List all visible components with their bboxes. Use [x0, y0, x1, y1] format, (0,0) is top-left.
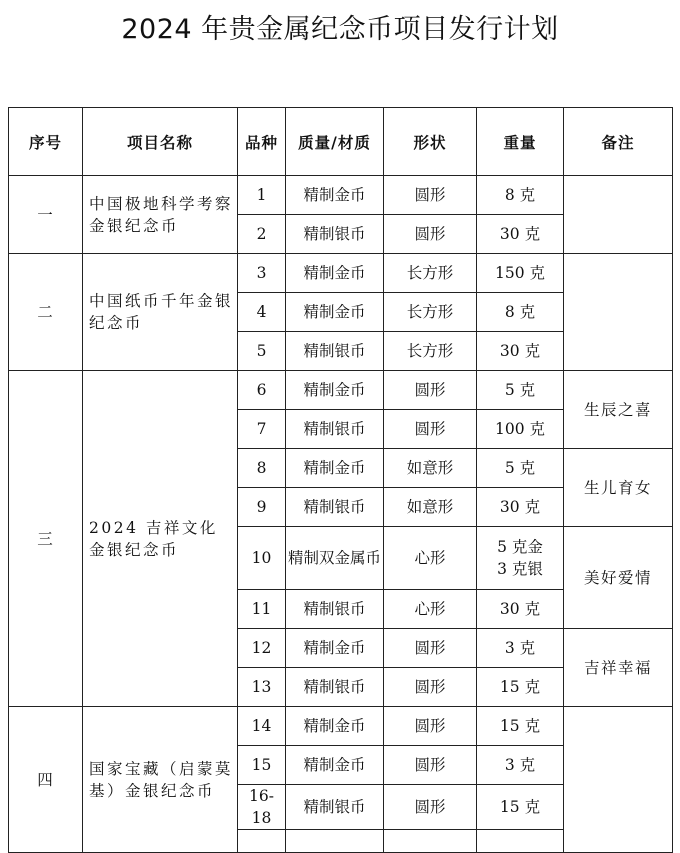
variety-cell-cut	[238, 830, 286, 853]
weight-cell: 5 克	[477, 371, 564, 410]
material-cell: 精制双金属币	[286, 527, 384, 590]
variety-cell: 11	[238, 590, 286, 629]
shape-cell: 心形	[384, 590, 477, 629]
table-row	[9, 254, 673, 293]
variety-cell: 2	[238, 215, 286, 254]
variety-cell: 3	[238, 254, 286, 293]
weight-cell: 3 克	[477, 746, 564, 785]
variety-cell: 16-18	[238, 785, 286, 830]
weight-cell	[477, 527, 564, 590]
weight-cell: 15 克	[477, 668, 564, 707]
variety-cell: 12	[238, 629, 286, 668]
note-cell: 吉祥幸福	[564, 629, 673, 707]
shape-cell-cut	[384, 830, 477, 853]
page-title: 2024 年贵金属纪念币项目发行计划	[121, 14, 559, 45]
group-seq: 四	[9, 707, 83, 853]
weight-cell: 100 克	[477, 410, 564, 449]
note-cell	[564, 176, 673, 254]
variety-cell: 1	[238, 176, 286, 215]
material-cell: 精制金币	[286, 176, 384, 215]
variety-cell: 6	[238, 371, 286, 410]
shape-cell: 心形	[384, 527, 477, 590]
header-variety: 品种	[238, 108, 286, 176]
variety-cell: 13	[238, 668, 286, 707]
variety-cell: 8	[238, 449, 286, 488]
shape-cell: 圆形	[384, 410, 477, 449]
project-name: 中国极地科学考察金银纪念币	[83, 176, 238, 254]
header-note: 备注	[564, 108, 673, 176]
shape-cell: 圆形	[384, 629, 477, 668]
weight-cell-cut	[477, 830, 564, 853]
weight-silver-line: 3 克银	[497, 560, 543, 578]
header-weight: 重量	[477, 108, 564, 176]
shape-cell: 圆形	[384, 371, 477, 410]
group-seq: 三	[9, 371, 83, 707]
shape-cell: 圆形	[384, 785, 477, 830]
material-cell-cut	[286, 830, 384, 853]
weight-cell: 8 克	[477, 293, 564, 332]
header-shape: 形状	[384, 108, 477, 176]
table-row	[9, 176, 673, 215]
weight-cell: 30 克	[477, 215, 564, 254]
weight-cell: 30 克	[477, 590, 564, 629]
weight-cell: 3 克	[477, 629, 564, 668]
shape-cell: 长方形	[384, 293, 477, 332]
variety-cell: 4	[238, 293, 286, 332]
weight-cell: 15 克	[477, 785, 564, 830]
variety-cell: 15	[238, 746, 286, 785]
group-seq: 二	[9, 254, 83, 371]
note-cell: 美好爱情	[564, 527, 673, 629]
weight-cell: 150 克	[477, 254, 564, 293]
shape-cell: 圆形	[384, 215, 477, 254]
shape-cell: 圆形	[384, 176, 477, 215]
material-cell: 精制银币	[286, 668, 384, 707]
material-cell: 精制金币	[286, 629, 384, 668]
shape-cell: 如意形	[384, 488, 477, 527]
material-cell: 精制银币	[286, 785, 384, 830]
material-cell: 精制金币	[286, 746, 384, 785]
issuance-plan-table	[8, 107, 673, 853]
header-row	[9, 108, 673, 176]
note-cell: 生儿育女	[564, 449, 673, 527]
material-cell: 精制银币	[286, 590, 384, 629]
group-seq: 一	[9, 176, 83, 254]
project-name: 2024 吉祥文化金银纪念币	[83, 371, 238, 707]
shape-cell: 圆形	[384, 707, 477, 746]
material-cell: 精制金币	[286, 371, 384, 410]
material-cell: 精制银币	[286, 332, 384, 371]
shape-cell: 长方形	[384, 332, 477, 371]
shape-cell: 长方形	[384, 254, 477, 293]
variety-cell: 9	[238, 488, 286, 527]
table-row	[9, 707, 673, 746]
note-cell	[564, 254, 673, 371]
weight-cell: 15 克	[477, 707, 564, 746]
variety-cell: 14	[238, 707, 286, 746]
variety-cell: 5	[238, 332, 286, 371]
note-cell	[564, 707, 673, 853]
shape-cell: 如意形	[384, 449, 477, 488]
variety-cell: 10	[238, 527, 286, 590]
shape-cell: 圆形	[384, 668, 477, 707]
project-name: 中国纸币千年金银纪念币	[83, 254, 238, 371]
weight-cell: 5 克	[477, 449, 564, 488]
material-cell: 精制银币	[286, 215, 384, 254]
material-cell: 精制金币	[286, 707, 384, 746]
weight-cell: 8 克	[477, 176, 564, 215]
shape-cell: 圆形	[384, 746, 477, 785]
project-name: 国家宝藏（启蒙莫基）金银纪念币	[83, 707, 238, 853]
material-cell: 精制金币	[286, 293, 384, 332]
table-row	[9, 371, 673, 410]
weight-gold-line: 5 克金	[497, 538, 543, 556]
material-cell: 精制金币	[286, 449, 384, 488]
weight-cell: 30 克	[477, 332, 564, 371]
variety-cell: 7	[238, 410, 286, 449]
material-cell: 精制银币	[286, 488, 384, 527]
material-cell: 精制金币	[286, 254, 384, 293]
header-seq: 序号	[9, 108, 83, 176]
weight-cell: 30 克	[477, 488, 564, 527]
material-cell: 精制银币	[286, 410, 384, 449]
header-material: 质量/材质	[286, 108, 384, 176]
header-name: 项目名称	[83, 108, 238, 176]
note-cell: 生辰之喜	[564, 371, 673, 449]
